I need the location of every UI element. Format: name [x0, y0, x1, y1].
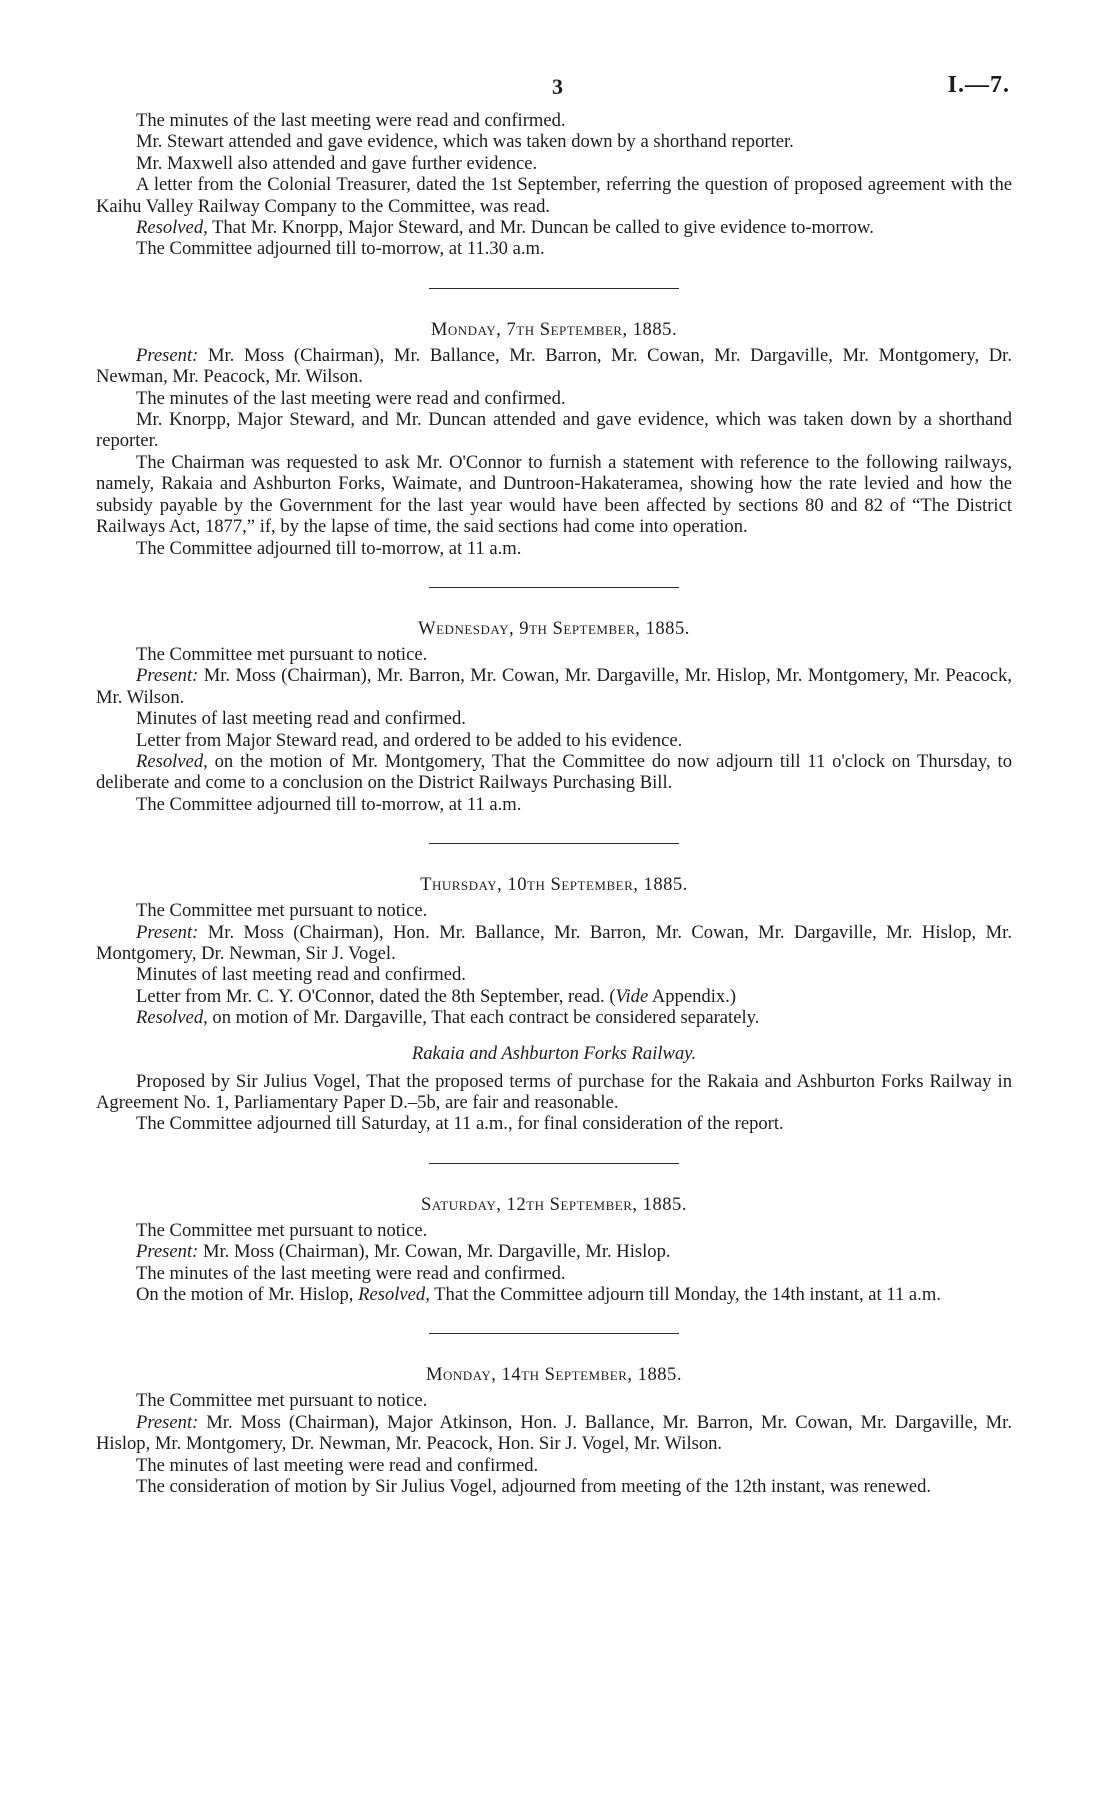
paragraph: The consideration of motion by Sir Julius Vogel, adjourned from meeting of the 12th instant, was renewed.: [136, 1476, 932, 1498]
paragraph: The minutes of the last meeting were read and confirmed.: [136, 110, 566, 131]
attendance-paragraph: [96, 665, 1012, 708]
paragraph: The Committee met pursuant to notice.: [136, 1390, 428, 1412]
section-divider: [429, 1163, 679, 1164]
paragraph: The Chairman was requested to ask Mr. O'Connor to furnish a statement with reference to the following railways, namely, Rakaia and Ashburton Forks, Waimate, and Duntroon-Hakateramea, showing how the rate levied and how the subsidy payable by the Government for the last year would have been affected by sections 80 and 82 of “The District Railways Act, 1877,” if, by the lapse of time, the said sections had come into operation.: [96, 451, 1012, 538]
motion-paragraph: Proposed by Sir Julius Vogel, That the proposed terms of purchase for the Rakaia and Ashburton Forks Railway in Agreement No. 1, Parliamentary Paper D.–5b, are fair and reasonable.: [96, 1070, 1012, 1113]
document-reference: I.—7.: [947, 72, 1010, 98]
resolution-paragraph: [96, 1284, 1012, 1305]
adjournment-paragraph: The Committee adjourned till to-morrow, at 11 a.m.: [136, 537, 522, 559]
resolution-paragraph: [96, 1007, 1012, 1028]
meeting-date-heading: Monday, 14th September, 1885.: [425, 1364, 683, 1386]
attendance-list: Mr. Moss (Chairman), Mr. Barron, Mr. Cowan, Mr. Dargaville, Mr. Hislop, Mr. Montgomery, Mr. Peacock, Mr. Wilson.: [96, 665, 1012, 708]
meeting-date-heading: Monday, 7th September, 1885.: [430, 318, 678, 340]
paragraph: The minutes of last meeting were read and confirmed.: [136, 1454, 539, 1476]
paragraph: Minutes of last meeting read and confirmed.: [136, 964, 466, 986]
page-header: [96, 66, 1012, 110]
paragraph: The Committee met pursuant to notice.: [136, 643, 428, 665]
resolution-paragraph: [96, 751, 1012, 794]
adjournment-paragraph: The Committee adjourned till to-morrow, at 11.30 a.m.: [136, 238, 545, 260]
vide-label: Vide: [615, 985, 649, 1007]
letter-paragraph: [96, 986, 1012, 1007]
paragraph: The Committee met pursuant to notice.: [136, 900, 428, 922]
attendance-list: Mr. Moss (Chairman), Mr. Cowan, Mr. Dargaville, Mr. Hislop.: [198, 1241, 671, 1263]
appendix-reference: Appendix.): [648, 985, 737, 1007]
attendance-paragraph: [96, 1241, 1012, 1262]
paragraph: The minutes of the last meeting were read and confirmed.: [136, 387, 566, 409]
resolved-label: Resolved,: [136, 750, 208, 772]
railway-subheading: Rakaia and Ashburton Forks Railway.: [411, 1042, 697, 1064]
resolution-text: on the motion of Mr. Montgomery, That the Committee do now adjourn till 11 o'clock on Thursday, to deliberate and come to a conclusion on the District Railways Purchasing Bill.: [96, 750, 1012, 794]
meeting-date-heading: Saturday, 12th September, 1885.: [421, 1193, 687, 1215]
meeting-date-heading: Wednesday, 9th September, 1885.: [418, 617, 690, 639]
section-divider: [429, 843, 679, 844]
resolution-text: That Mr. Knorpp, Major Steward, and Mr. Duncan be called to give evidence to-morrow.: [207, 217, 874, 239]
present-label: Present:: [136, 921, 199, 943]
resolved-label: Resolved,: [358, 1284, 430, 1306]
attendance-paragraph: [96, 345, 1012, 388]
paragraph: Mr. Knorpp, Major Steward, and Mr. Duncan attended and gave evidence, which was taken down by a shorthand reporter.: [96, 409, 1012, 452]
present-label: Present:: [136, 665, 199, 687]
minutes-section-monday-14th: [96, 1364, 1012, 1497]
page-number: 3: [552, 74, 563, 99]
resolution-paragraph: [96, 217, 1012, 238]
minutes-section-monday-7th: [96, 319, 1012, 559]
minutes-section-continued: [96, 110, 1012, 260]
present-label: Present:: [136, 344, 199, 366]
present-label: Present:: [136, 1241, 199, 1263]
paragraph: Mr. Stewart attended and gave evidence, which was taken down by a shorthand reporter.: [136, 131, 794, 153]
minutes-section-saturday-12th: [96, 1194, 1012, 1306]
attendance-list: Mr. Moss (Chairman), Hon. Mr. Ballance, Mr. Barron, Mr. Cowan, Mr. Dargaville, Mr. Hislop, Mr. Montgomery, Dr. Newman, Sir J. Vogel.: [96, 921, 1012, 964]
section-divider: [429, 288, 679, 289]
motion-intro: On the motion of Mr. Hislop,: [136, 1284, 359, 1306]
adjournment-paragraph: The Committee adjourned till to-morrow, at 11 a.m.: [136, 793, 522, 815]
resolved-label: Resolved,: [136, 217, 208, 239]
letter-text: Letter from Mr. C. Y. O'Connor, dated the 8th September, read. (: [136, 985, 616, 1007]
resolution-text: That the Committee adjourn till Monday, the 14th instant, at 11 a.m.: [429, 1284, 941, 1306]
document-page: [96, 66, 1012, 1497]
minutes-section-wednesday-9th: [96, 618, 1012, 815]
paragraph: A letter from the Colonial Treasurer, dated the 1st September, referring the question of proposed agreement with the Kaihu Valley Railway Company to the Committee, was read.: [96, 174, 1012, 217]
attendance-list: Mr. Moss (Chairman), Major Atkinson, Hon. J. Ballance, Mr. Barron, Mr. Cowan, Mr. Dargaville, Mr. Hislop, Mr. Montgomery, Dr. Newman, Mr. Peacock, Hon. Sir J. Vogel, Mr. Wilson.: [96, 1411, 1012, 1455]
present-label: Present:: [136, 1411, 199, 1433]
attendance-paragraph: [96, 922, 1012, 965]
attendance-paragraph: [96, 1412, 1012, 1455]
resolved-label: Resolved,: [136, 1007, 208, 1029]
paragraph: Mr. Maxwell also attended and gave further evidence.: [136, 152, 538, 174]
attendance-list: Mr. Moss (Chairman), Mr. Ballance, Mr. Barron, Mr. Cowan, Mr. Dargaville, Mr. Montgomery, Dr. Newman, Mr. Peacock, Mr. Wilson.: [96, 344, 1012, 388]
paragraph: The minutes of the last meeting were read and confirmed.: [136, 1262, 566, 1284]
section-divider: [429, 587, 679, 588]
section-divider: [429, 1333, 679, 1334]
resolution-text: on motion of Mr. Dargaville, That each contract be considered separately.: [207, 1007, 760, 1029]
paragraph: Minutes of last meeting read and confirmed.: [136, 708, 466, 730]
meeting-date-heading: Thursday, 10th September, 1885.: [420, 874, 688, 896]
paragraph: Letter from Major Steward read, and ordered to be added to his evidence.: [136, 729, 683, 751]
adjournment-paragraph: The Committee adjourned till Saturday, at 11 a.m., for final consideration of the report.: [136, 1113, 784, 1135]
paragraph: The Committee met pursuant to notice.: [136, 1219, 428, 1241]
minutes-section-thursday-10th: [96, 874, 1012, 1135]
